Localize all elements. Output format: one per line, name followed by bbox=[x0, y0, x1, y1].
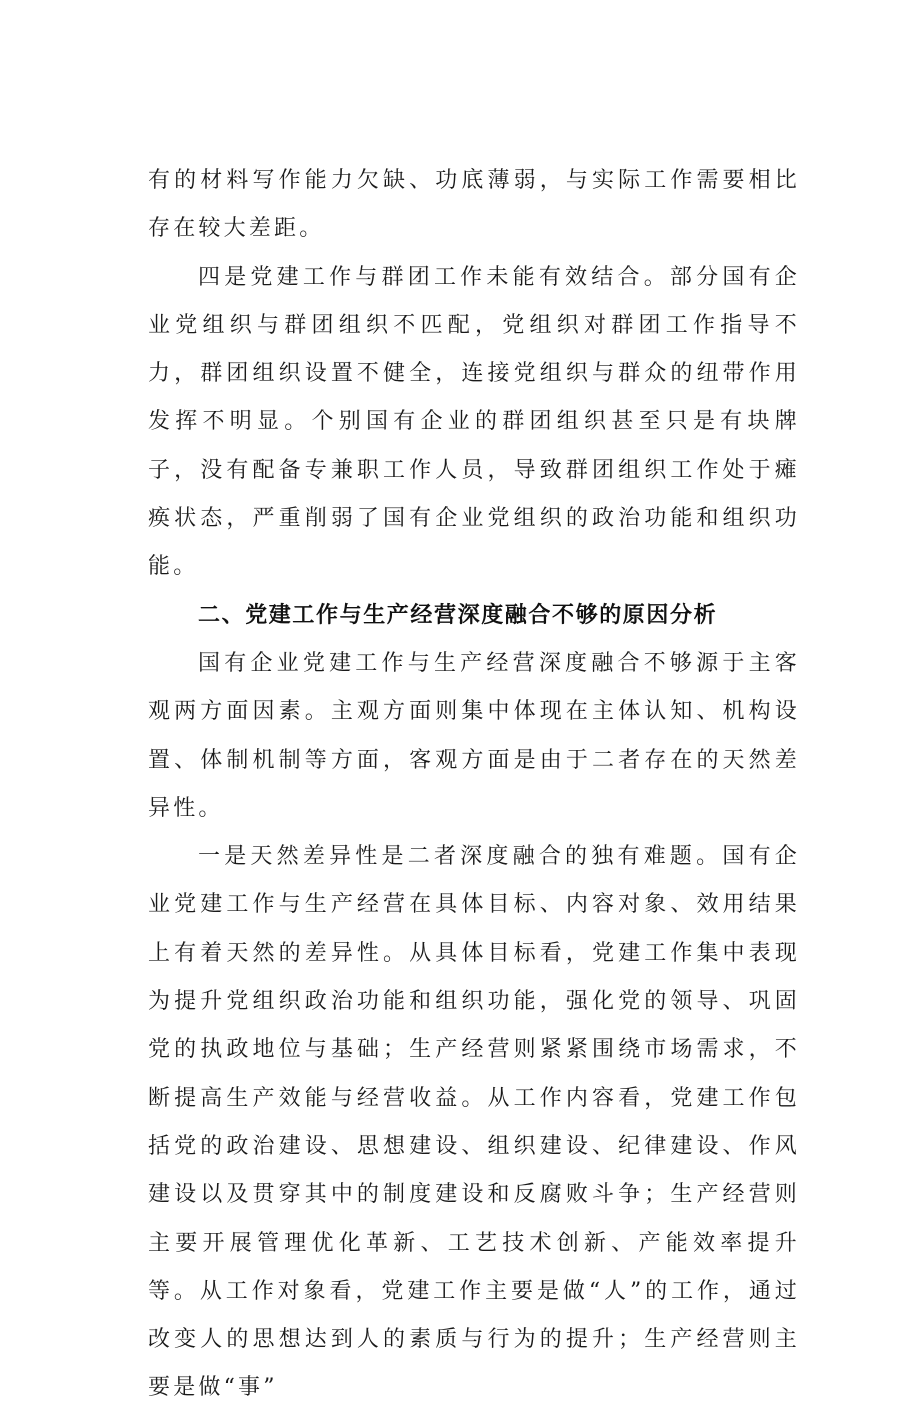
paragraph-continuation: 有的材料写作能力欠缺、功底薄弱，与实际工作需要相比存在较大差距。 bbox=[148, 168, 800, 242]
paragraph-mass-organization: 四是党建工作与群团工作未能有效结合。部分国有企业党组织与群团组织不匹配，党组织对群团工作指导不力，群团组织设置不健全，连接党组织与群众的纽带作用发挥不明显。个别国有企业的群团组织甚至只是有块牌子，没有配备专兼职工作人员，导致群团组织工作处于瘫痪状态，严重削弱了国有企业党组织的政治功能和组织功能。 bbox=[148, 264, 800, 580]
paragraph-natural-difference: 一是天然差异性是二者深度融合的独有难题。国有企业党建工作与生产经营在具体目标、内容对象、效用结果上有着天然的差异性。从具体目标看，党建工作集中表现为提升党组织政治功能和组织功能，强化党的领导、巩固党的执政地位与基础；生产经营则紧紧围绕市场需求，不断提高生产效能与经营收益。从工作内容看，党建工作包括党的政治建设、思想建设、组织建设、纪律建设、作风建设以及贯穿其中的制度建设和反腐败斗争；生产经营则主要开展管理优化革新、工艺技术创新、产能效率提升等。从工作对象看，党建工作主要是做“人”的工作，通过改变人的思想达到人的素质与行为的提升；生产经营则主要是做“事” bbox=[148, 844, 800, 1401]
document-body bbox=[148, 157, 800, 1413]
paragraph-cause-overview: 国有企业党建工作与生产经营深度融合不够源于主客观两方面因素。主观方面则集中体现在主体认知、机构设置、体制机制等方面，客观方面是由于二者存在的天然差异性。 bbox=[148, 650, 800, 821]
section-heading: 二、党建工作与生产经营深度融合不够的原因分析 bbox=[198, 602, 718, 628]
